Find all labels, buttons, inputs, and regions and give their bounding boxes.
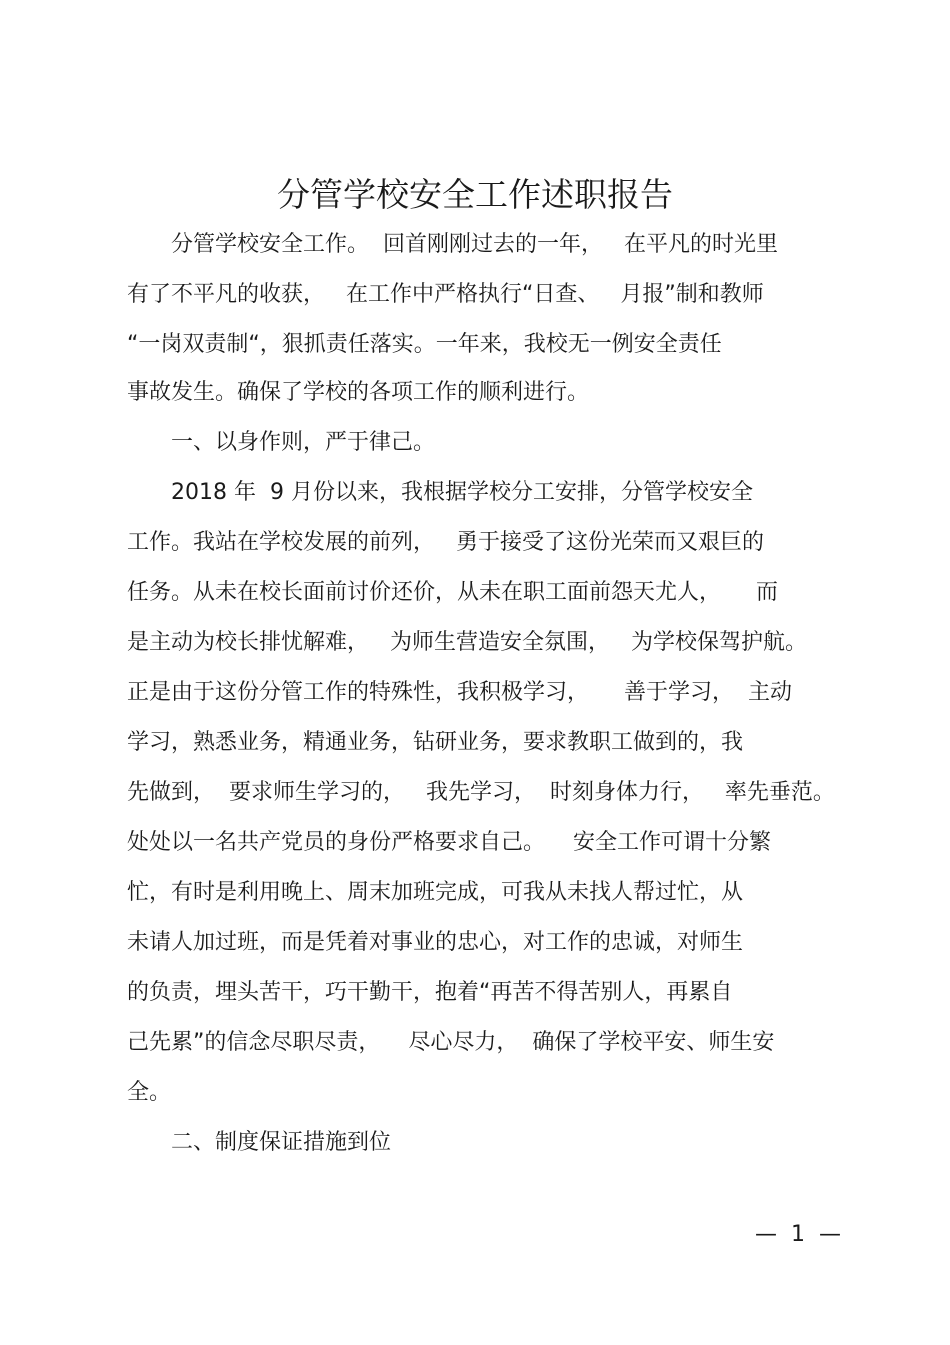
body-line-6: 2018 年 9 月份以来，我根据学校分工安排，分管学校安全 (127, 480, 753, 505)
body-line-2: 有了不平凡的收获， 在工作中严格执行“日查、 月报”制和教师 (127, 282, 764, 307)
body-line-11: 学习，熟悉业务，精通业务，钻研业务，要求教职工做到的，我 (127, 730, 744, 755)
body-line-12: 先做到， 要求师生学习的， 我先学习， 时刻身体力行， 率先垂范。 (127, 780, 835, 805)
body-line-13: 处处以一名共产党员的身份严格要求自己。 安全工作可谓十分繁 (127, 830, 771, 855)
document-title: 分管学校安全工作述职报告 (277, 175, 673, 214)
body-line-10: 正是由于这份分管工作的特殊性，我积极学习， 善于学习， 主动 (127, 680, 792, 705)
body-line-9: 是主动为校长排忧解难， 为师生营造安全氛围， 为学校保驾护航。 (127, 630, 807, 655)
section-heading-1: 一、以身作则，严于律己。 (127, 430, 436, 455)
body-line-7: 工作。我站在学校发展的前列， 勇于接受了这份光荣而又艰巨的 (127, 530, 764, 555)
body-line-16: 的负责，埋头苦干，巧干勤干，抱着“再苦不得苦别人，再累自 (127, 980, 733, 1005)
body-line-1: 分管学校安全工作。 回首刚刚过去的一年， 在平凡的时光里 (127, 232, 778, 257)
body-line-18: 全。 (127, 1080, 172, 1105)
section-heading-2: 二、制度保证措施到位 (127, 1130, 392, 1155)
page-number: — 1 — (755, 1222, 841, 1247)
body-line-3: “一岗双责制“，狠抓责任落实。一年来，我校无一例安全责任 (127, 332, 722, 357)
body-line-15: 未请人加过班，而是凭着对事业的忠心，对工作的忠诚，对师生 (127, 930, 744, 955)
body-line-17: 己先累”的信念尽职尽责， 尽心尽力， 确保了学校平安、师生安 (127, 1030, 775, 1055)
body-line-8: 任务。从未在校长面前讨价还价，从未在职工面前怨天尤人， 而 (127, 580, 778, 605)
body-line-14: 忙，有时是利用晚上、周末加班完成，可我从未找人帮过忙，从 (127, 880, 744, 905)
body-line-4: 事故发生。确保了学校的各项工作的顺利进行。 (127, 380, 590, 405)
